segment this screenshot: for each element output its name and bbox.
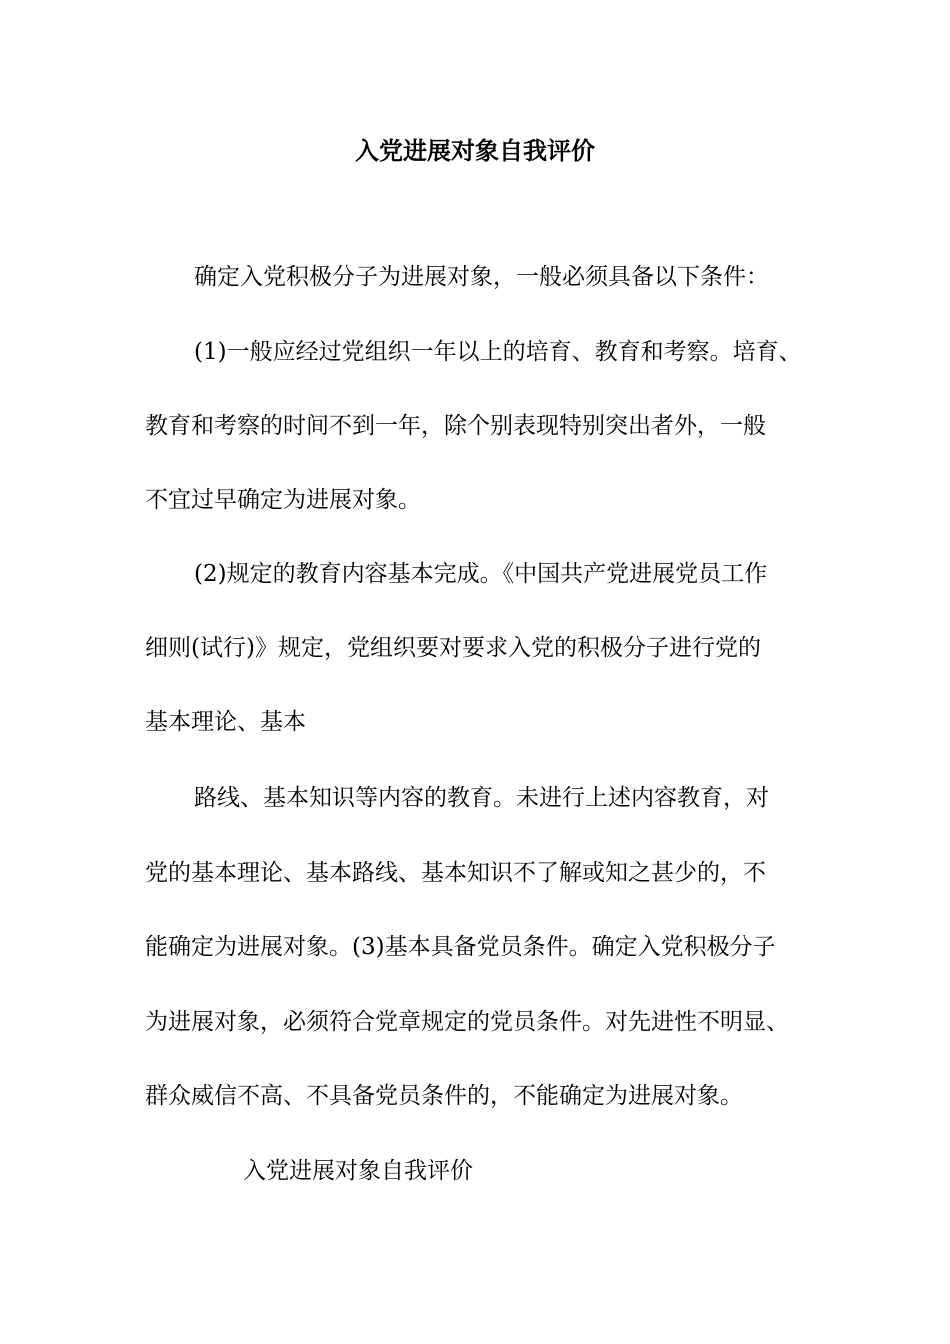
text-line-6: 细则(试行)》规定，党组织要对要求入党的积极分子进行党的 (145, 635, 761, 661)
text-line-1: 确定入党积极分子为进展对象，一般必须具备以下条件： (194, 264, 769, 290)
text-line-9: 党的基本理论、基本路线、基本知识不了解或知之甚少的，不 (145, 860, 766, 886)
text-line-11: 为进展对象，必须符合党章规定的党员条件。对先进性不明显、 (145, 1009, 789, 1035)
text-line-12: 群众威信不高、不具备党员条件的，不能确定为进展对象。 (145, 1083, 743, 1109)
text-line-5: (2)规定的教育内容基本完成。《中国共产党进展党员工作 (194, 561, 768, 587)
text-line-3: 教育和考察的时间不到一年，除个别表现特别突出者外，一般 (145, 413, 766, 439)
text-line-2: (1)一般应经过党组织一年以上的培育、教育和考察。培育、 (194, 339, 802, 365)
text-line-7: 基本理论、基本 (145, 709, 306, 735)
text-line-8: 路线、基本知识等内容的教育。未进行上述内容教育，对 (194, 785, 769, 811)
text-line-10: 能确定为进展对象。(3)基本具备党员条件。确定入党积极分子 (145, 934, 776, 960)
document-subheading: 入党进展对象自我评价 (243, 1158, 473, 1184)
document-title: 入党进展对象自我评价 (355, 137, 595, 165)
text-line-4: 不宜过早确定为进展对象。 (145, 487, 421, 513)
